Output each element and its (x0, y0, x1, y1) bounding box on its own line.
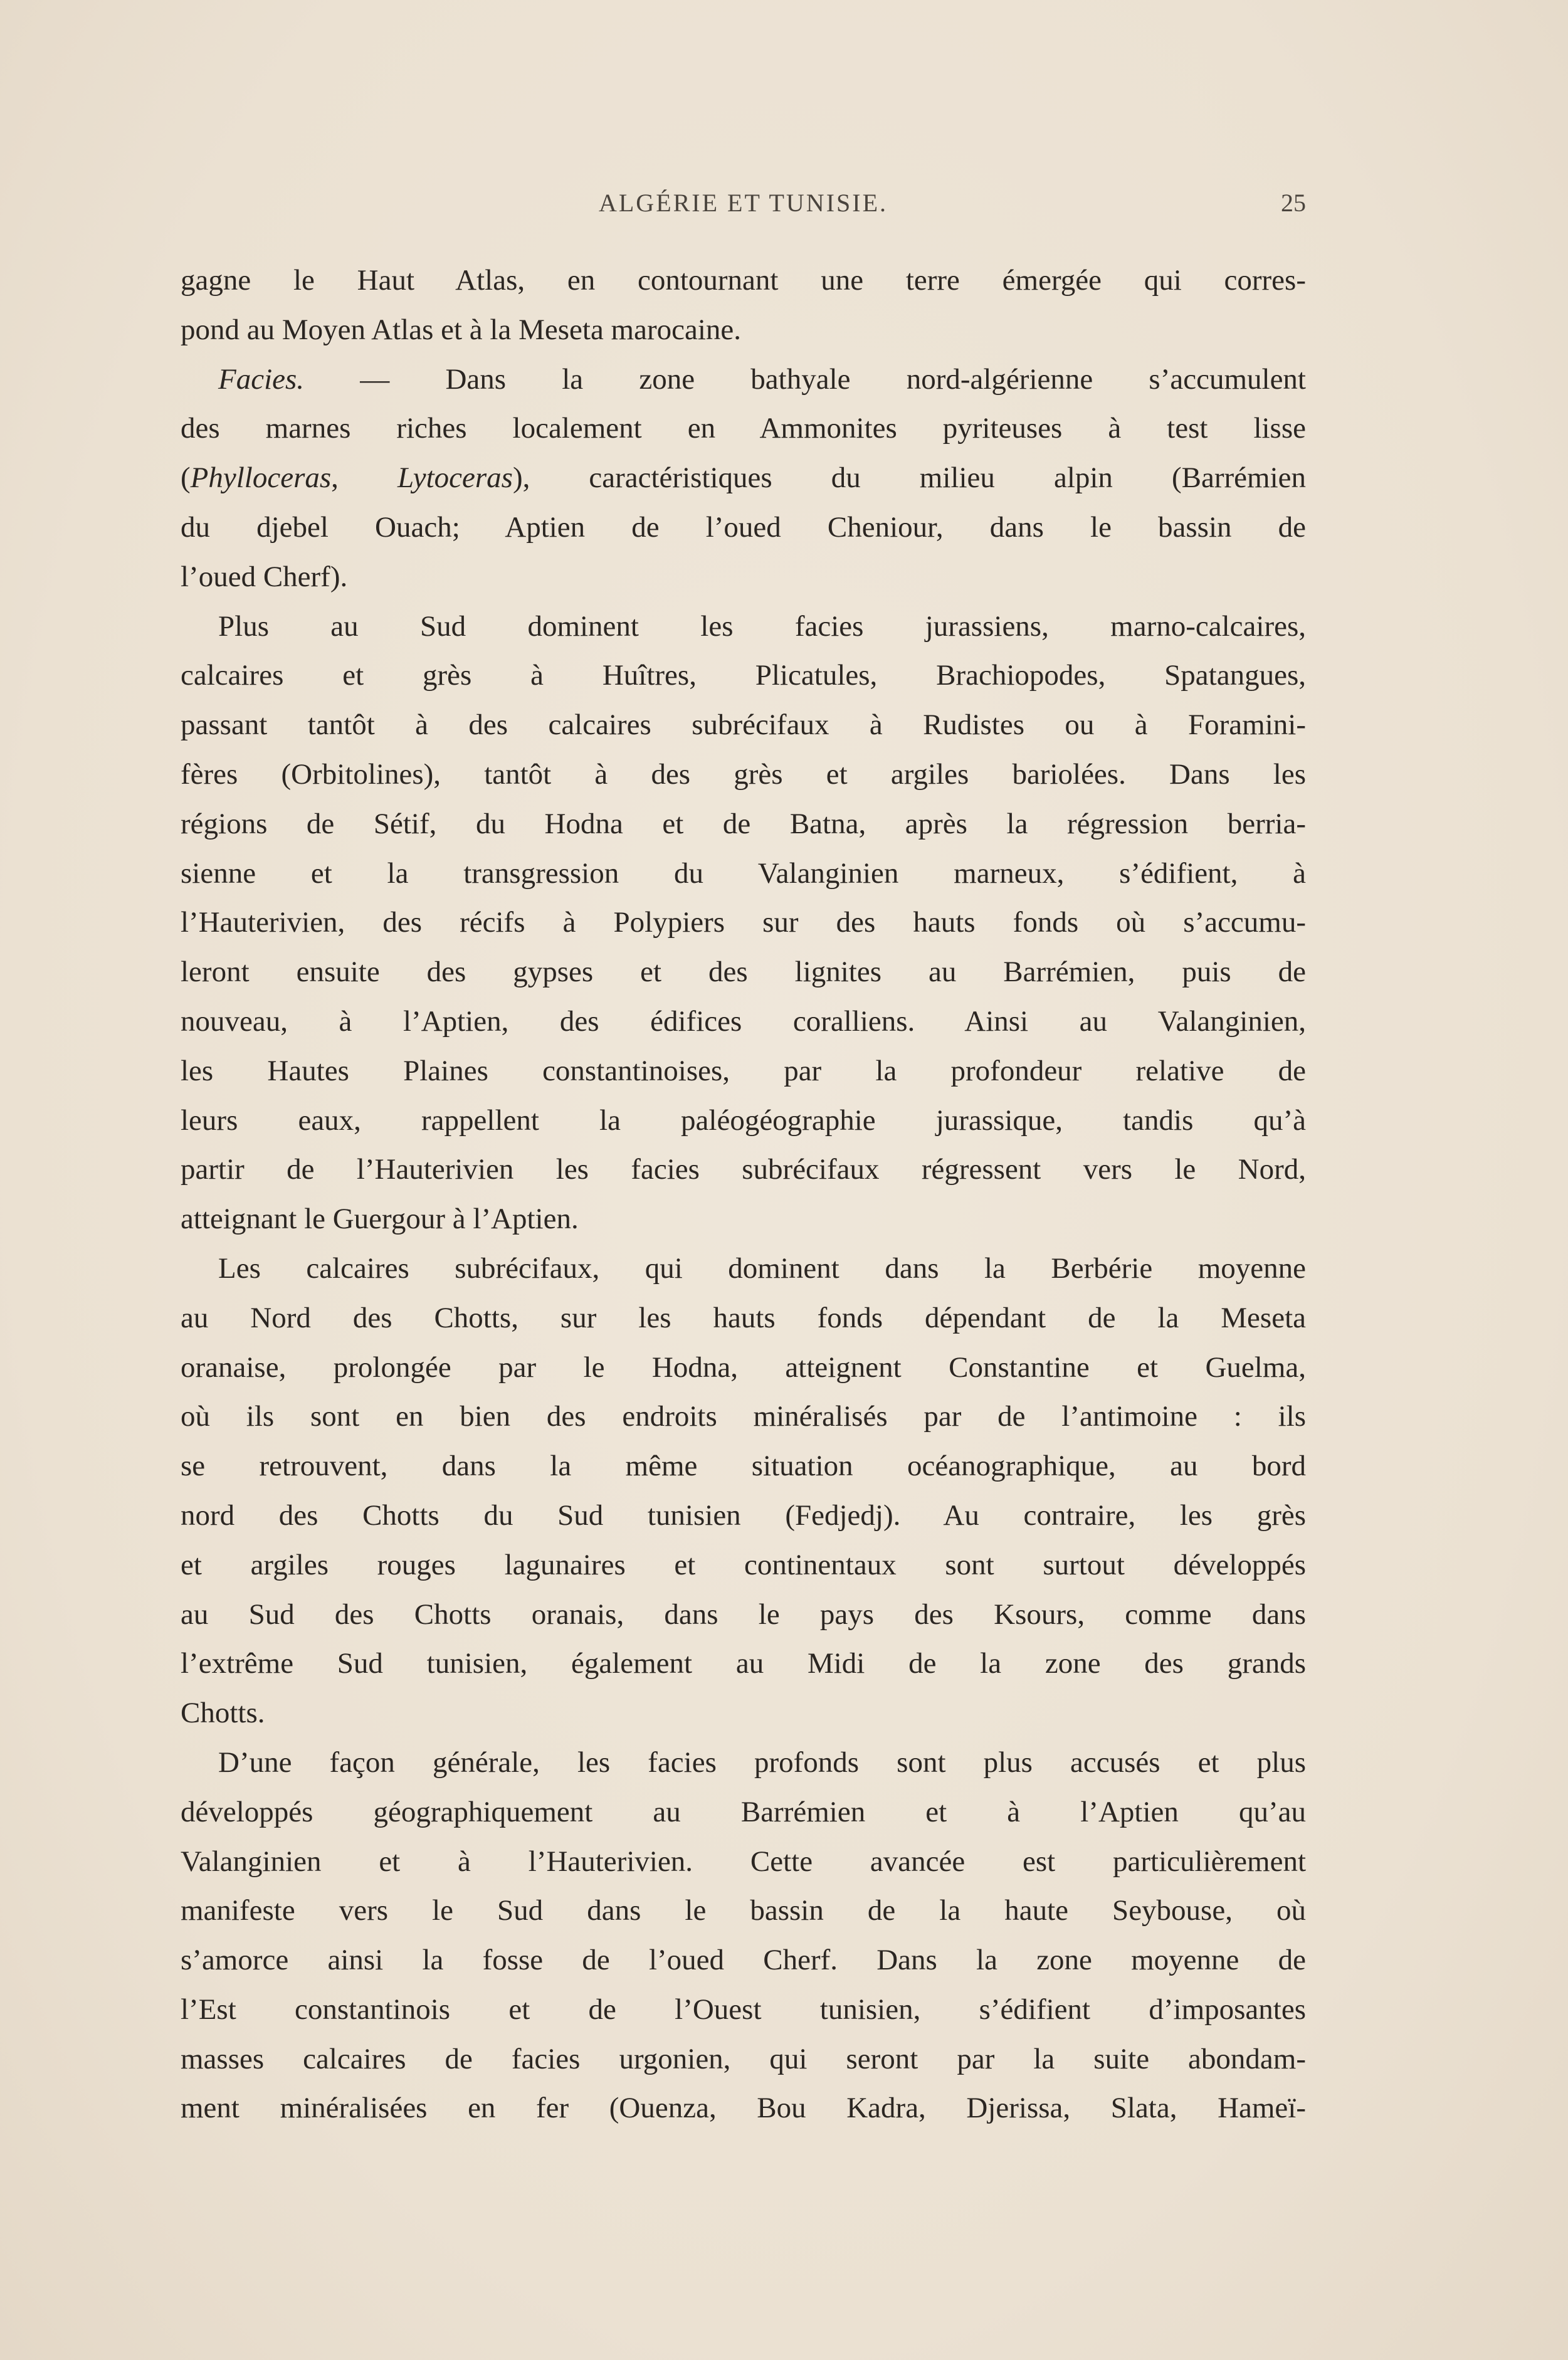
text-line (181, 750, 1306, 799)
text-segment: sienne et la transgression du Valanginien marneux, s’édifient, à (181, 856, 1306, 890)
text-line (181, 1788, 1306, 1837)
text-line (181, 898, 1306, 947)
text-segment: gagne le Haut Atlas, en contournant une terre émergée qui corres- (181, 264, 1306, 297)
italic-text: Phylloceras (190, 461, 332, 495)
text-line (181, 1293, 1306, 1343)
page-header (181, 188, 1306, 226)
text-segment: au Nord des Chotts, sur les hauts fonds dépendant de la Meseta (181, 1301, 1306, 1334)
text-segment: régions de Sétif, du Hodna et de Batna, après la régression berria- (181, 807, 1306, 840)
text-line (181, 1590, 1306, 1640)
text-segment: Chotts. (181, 1697, 265, 1730)
text-segment: pond au Moyen Atlas et à la Meseta marocaine. (181, 313, 742, 346)
text-segment: ), caractéristiques du milieu alpin (Barrémien (512, 461, 1306, 495)
text-line (181, 453, 1306, 503)
italic-text: Lytoceras (397, 461, 513, 495)
text-line (181, 552, 1306, 602)
text-segment: — Dans la zone bathyale nord-algérienne s’accumulent (304, 362, 1306, 396)
text-segment: où ils sont en bien des endroits minéralisés par de l’antimoine : ils (181, 1400, 1306, 1433)
text-line (181, 1886, 1306, 1936)
text-segment: calcaires et grès à Huîtres, Plicatules, Brachiopodes, Spatangues, (181, 659, 1306, 692)
text-line (181, 1046, 1306, 1096)
body-text (181, 256, 1306, 2133)
text-line (181, 404, 1306, 453)
text-line (181, 1985, 1306, 2035)
running-title: ALGÉRIE ET TUNISIE. (598, 189, 888, 217)
text-line (181, 700, 1306, 750)
text-line (181, 1688, 1306, 1738)
text-line (181, 1837, 1306, 1887)
text-segment: masses calcaires de facies urgonien, qui seront par la suite abondam- (181, 2042, 1306, 2075)
text-line (181, 355, 1306, 404)
text-line (181, 1343, 1306, 1393)
text-segment: s’amorce ainsi la fosse de l’oued Cherf. Dans la zone moyenne de (181, 1944, 1306, 1977)
text-segment: leront ensuite des gypses et des lignites au Barrémien, puis de (181, 956, 1306, 989)
text-line (181, 1639, 1306, 1688)
text-segment: Valanginien et à l’Hauterivien. Cette avancée est particulièrement (181, 1845, 1306, 1878)
text-segment: D’une façon générale, les facies profonds sont plus accusés et plus (218, 1746, 1306, 1779)
text-line (181, 602, 1306, 651)
text-segment: l’Est constantinois et de l’Ouest tunisien, s’édifient d’imposantes (181, 1993, 1306, 2026)
text-line (181, 1738, 1306, 1788)
text-segment: Plus au Sud dominent les facies jurassiens, marno-calcaires, (218, 609, 1306, 643)
text-line (181, 849, 1306, 898)
text-segment: passant tantôt à des calcaires subrécifaux à Rudistes ou à Foramini- (181, 709, 1306, 742)
text-segment: du djebel Ouach; Aptien de l’oued Cheniour, dans le bassin de (181, 510, 1306, 544)
text-line (181, 1145, 1306, 1194)
text-line (181, 947, 1306, 997)
text-line (181, 2035, 1306, 2084)
text-segment: au Sud des Chotts oranais, dans le pays des Ksours, comme dans (181, 1598, 1306, 1631)
text-segment: atteignant le Guergour à l’Aptien. (181, 1203, 579, 1236)
text-line (181, 305, 1306, 355)
text-line (181, 1194, 1306, 1244)
text-segment: l’oued Cherf). (181, 560, 348, 593)
page-number: 25 (1281, 189, 1306, 217)
text-segment: et argiles rouges lagunaires et continentaux sont surtout développés (181, 1548, 1306, 1581)
text-segment: les Hautes Plaines constantinoises, par la profondeur relative de (181, 1054, 1306, 1087)
text-segment: fères (Orbitolines), tantôt à des grès et argiles bariolées. Dans les (181, 757, 1306, 791)
text-segment: leurs eaux, rappellent la paléogéographie jurassique, tandis qu’à (181, 1104, 1306, 1137)
text-segment: ment minéralisées en fer (Ouenza, Bou Kadra, Djerissa, Slata, Hameï- (181, 2092, 1306, 2125)
text-segment: l’Hauterivien, des récifs à Polypiers sur des hauts fonds où s’accumu- (181, 906, 1306, 939)
text-segment: partir de l’Hauterivien les facies subrécifaux régressent vers le Nord, (181, 1153, 1306, 1186)
text-segment: Les calcaires subrécifaux, qui dominent dans la Berbérie moyenne (218, 1251, 1306, 1285)
text-segment: , (331, 461, 397, 495)
text-line (181, 1936, 1306, 1985)
text-segment: des marnes riches localement en Ammonites pyriteuses à test lisse (181, 412, 1306, 445)
text-segment: nord des Chotts du Sud tunisien (Fedjedj). Au contraire, les grès (181, 1499, 1306, 1532)
italic-text: Facies. (218, 362, 305, 396)
text-line (181, 1392, 1306, 1441)
text-line (181, 1541, 1306, 1590)
text-line (181, 799, 1306, 849)
text-segment: nouveau, à l’Aptien, des édifices coralliens. Ainsi au Valanginien, (181, 1004, 1306, 1038)
text-segment: développés géographiquement au Barrémien et à l’Aptien qu’au (181, 1795, 1306, 1828)
text-line (181, 503, 1306, 552)
text-segment: se retrouvent, dans la même situation océanographique, au bord (181, 1450, 1306, 1483)
text-segment: manifeste vers le Sud dans le bassin de la haute Seybouse, où (181, 1894, 1306, 1927)
text-line (181, 997, 1306, 1046)
text-line (181, 651, 1306, 700)
text-line (181, 2083, 1306, 2133)
text-line (181, 256, 1306, 305)
text-line (181, 1096, 1306, 1146)
text-segment: oranaise, prolongée par le Hodna, atteignent Constantine et Guelma, (181, 1351, 1306, 1384)
text-segment: l’extrême Sud tunisien, également au Midi de la zone des grands (181, 1647, 1306, 1680)
text-line (181, 1441, 1306, 1491)
text-segment: ( (181, 461, 191, 495)
text-line (181, 1244, 1306, 1293)
text-line (181, 1491, 1306, 1541)
